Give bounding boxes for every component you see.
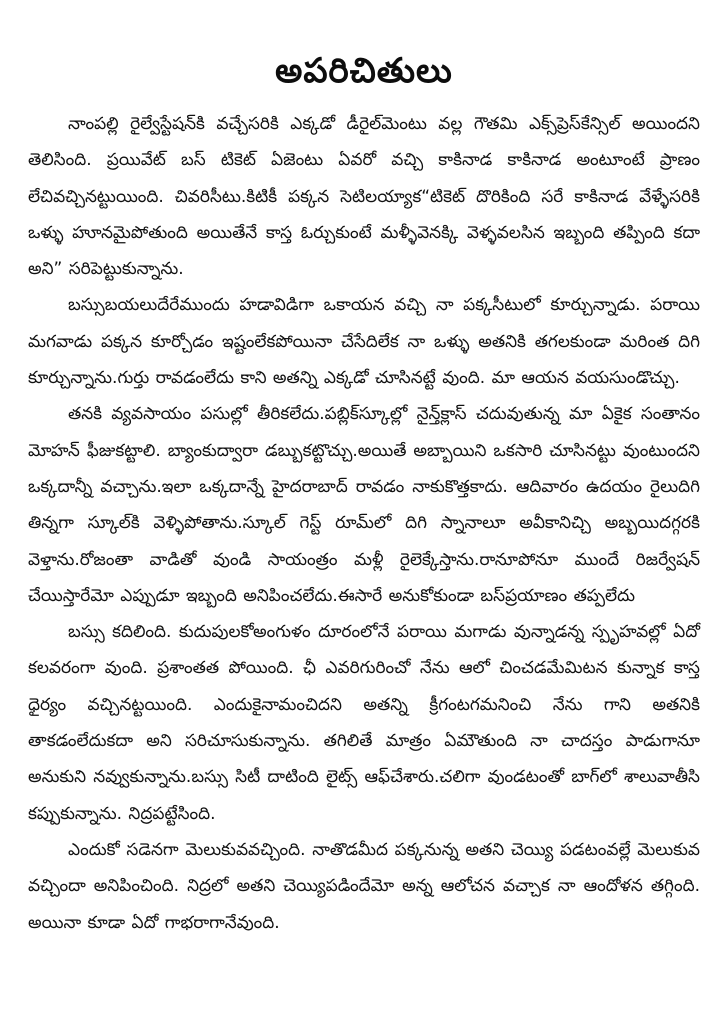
story-title: అపరిచితులు (275, 51, 453, 91)
paragraph-1: నాంపల్లి రైల్వేస్టేషన్‌కి వచ్చేసరికి ఎక్కడో డీరైల్‌మెంటు వల్ల గౌతమి ఎక్స్‌ప్రెస్‌కేన్సిల్ అయిందని తెలిసింది. ప్రయివేట్ బస్ టికెట్ ఏజెంటు ఏవరో వచ్చి కాకినాడ కాకినాడ అంటూంటే ప్రాణం లేచివచ్చినట్టుయింది. చివరిసీటు.కిటికీ పక్కన సెటిలయ్యాక“టికెట్ దొరికింది సరే కాకినాడ వేళ్ళేసరికి ఒళ్ళు హూనమైపోతుంది అయితేనే కాస్త ఓర్చుకుంటే మళ్ళీవెనక్కి వెళ్ళవలసిన ఇబ్బంది తప్పింది కదా అని” సరిపెట్టుకున్నాను. (28, 114, 700, 280)
paragraph-4: బస్సు కదిలింది. కుదుపులకోఅంగుళం దూరంలోనే పరాయి మగాడు వున్నాడన్న స్పృహవల్లో ఏదో కలవరంగా వుంది. ప్రశాంతత పోయింది. ఛీ ఎవరిగురించో నేను ఆలో చించడమేమిటన కున్నాక కాస్త ధైర్యం వచ్చినట్టయింది. ఎందుకైనామంచిదని అతన్ని క్రీగంటగమనించి నేను గాని అతనికి తాకడంలేదుకదా అని సరిచూసుకున్నాను. తగిలితే మాత్రం ఏమౌతుంది నా చాదస్తం పాడుగానూ అనుకుని నవ్వుకున్నాను.బస్సు సిటీ దాటింది లైట్స్ ఆఫ్‌చేశారు.చలిగా వుండటంతో బాగ్‌లో శాలువాతీసి కప్పుకున్నాను. నిద్రపట్టేసింది. (28, 622, 700, 824)
paragraph-2: బస్సుబయలుదేరేముందు హడావిడిగా ఒకాయన వచ్చి నా పక్కసీటులో కూర్చున్నాడు. పరాయి మగవాడు పక్కన కూర్చోడం ఇష్టంలేకపోయినా చేసేదిలేక నా ఒళ్ళు అతనికి తగలకుండా మరింత దిగి కూర్చున్నాను.గుర్తు రావడంలేదు కాని అతన్ని ఎక్కడో చూసినట్టే వుంది. మా ఆయన వయసుండొచ్చు. (28, 295, 700, 389)
story-body (28, 106, 700, 941)
paragraph-3: తనకి వ్యవసాయం పసుల్లో తీరికలేదు.పబ్లిక్‌స్కూల్లో నైన్త్‌క్లాస్ చదువుతున్న మా ఏకైక సంతానం మోహన్ ఫీజుకట్టాలి. బ్యాంకుద్వారా డబ్బుకట్టొచ్చు.అయితే అబ్బాయిని ఒకసారి చూసినట్టు వుంటుందని ఒక్కదాన్నీ వచ్చాను.ఇలా ఒక్కదాన్నే హైదరాబాద్ రావడం నాకుకొత్తకాదు. ఆదివారం ఉదయం రైలుదిగి తిన్నగా స్కూల్‌కి వెళ్ళిపోతాను.స్కూల్ గెస్ట్ రూమ్‌లో దిగి స్నానాలూ అవీకానిచ్చి అబ్బయిదగ్గరకి వెళ్తాను.రోజంతా వాడితో వుండి సాయంత్రం మళ్లీ రైలెక్కేస్తాను.రానూపోనూ ముందే రిజర్వేషన్ చేయిస్తారేమో ఎప్పుడూ ఇబ్బంది అనిపించలేదు.ఈసారే అనుకోకుండా బస్‌ప్రయాణం తప్పలేదు (28, 404, 700, 606)
paragraph-5: ఎందుకో సడెనగా మెలుకువవచ్చింది. నాతొడమీద పక్కనున్న అతని చెయ్యి పడటంవల్లే మెలుకువ వచ్చిందా అనిపించింది. నిద్రలో అతని చెయ్యిపడిందేమో అన్న ఆలోచన వచ్చాక నా ఆందోళన తగ్గింది. అయినా కూడా ఏదో గాభరాగానేవుంది. (28, 839, 700, 933)
